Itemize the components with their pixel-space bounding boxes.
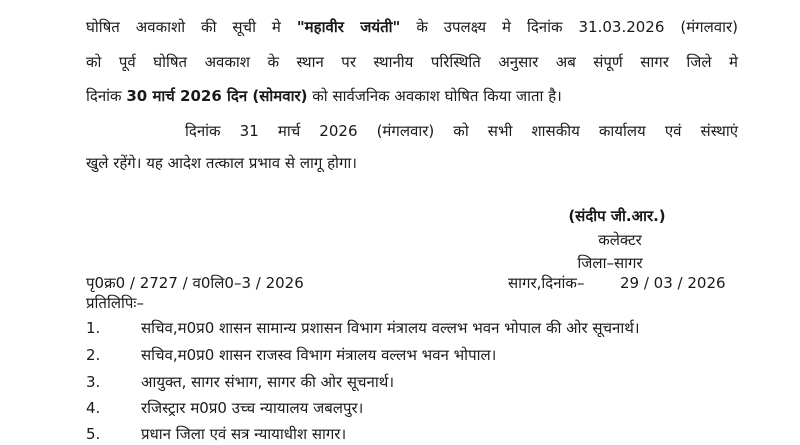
- list-item-number: 4.: [86, 399, 101, 417]
- list-item-text: प्रधान जिला एवं सत्र न्यायाधीश सागर।: [141, 425, 347, 443]
- para1-line1-text-end: के उपलक्ष्य मे दिनांक 31.03.2026 (मंगलवार): [400, 18, 738, 36]
- signatory-name: (संदीप जी.आर.): [568, 207, 666, 225]
- list-item-number: 5.: [86, 425, 101, 443]
- list-item-number: 3.: [86, 373, 101, 391]
- order-para2-line2: खुले रहेंगे। यह आदेश तत्काल प्रभाव से लागू होगा।: [86, 154, 357, 172]
- list-item-text: रजिस्ट्रार म0प्र0 उच्च न्यायालय जबलपुर।: [141, 399, 364, 417]
- para1-line3-text: दिनांक: [86, 87, 127, 105]
- holiday-date: 30 मार्च 2026 दिन (सोमवार): [126, 87, 308, 105]
- list-item-text: आयुक्त, सागर संभाग, सागर की ओर सूचनार्थ।: [141, 373, 395, 391]
- list-item-text: सचिव,म0प्र0 शासन सामान्य प्रशासन विभाग मंत्रालय वल्लभ भवन भोपाल की ओर सूचनार्थ।: [141, 319, 640, 337]
- signatory-designation: कलेक्टर: [598, 231, 642, 249]
- festival-name: "महावीर जयंती": [296, 18, 401, 36]
- signatory-district: जिला–सागर: [577, 254, 643, 272]
- para1-line1-text: घोषित अवकाशो की सूची मे: [86, 18, 297, 36]
- order-para2-line1: दिनांक 31 मार्च 2026 (मंगलवार) को सभी शासकीय कार्यालय एवं संस्थाएं: [185, 122, 738, 140]
- order-para1-line1: [86, 17, 738, 37]
- memo-date: 29 / 03 / 2026: [620, 274, 726, 292]
- copy-to-heading: प्रतिलिपिः–: [86, 294, 144, 312]
- list-item-number: 1.: [86, 319, 101, 337]
- memo-reference-number: पृ0क्र0 / 2727 / व0लि0–3 / 2026: [86, 274, 304, 292]
- memo-place-date-label: सागर,दिनांक–: [508, 274, 585, 292]
- list-item-number: 2.: [86, 346, 101, 364]
- order-para1-line2: को पूर्व घोषित अवकाश के स्थान पर स्थानीय परिस्थिति अनुसार अब संपूर्ण सागर जिले मे: [86, 53, 738, 71]
- para1-line3-text-end: को सार्वजनिक अवकाश घोषित किया जाता है।: [307, 87, 562, 105]
- list-item-text: सचिव,म0प्र0 शासन राजस्व विभाग मंत्रालय वल्लभ भवन भोपाल।: [141, 346, 497, 364]
- order-para1-line3: [86, 86, 562, 106]
